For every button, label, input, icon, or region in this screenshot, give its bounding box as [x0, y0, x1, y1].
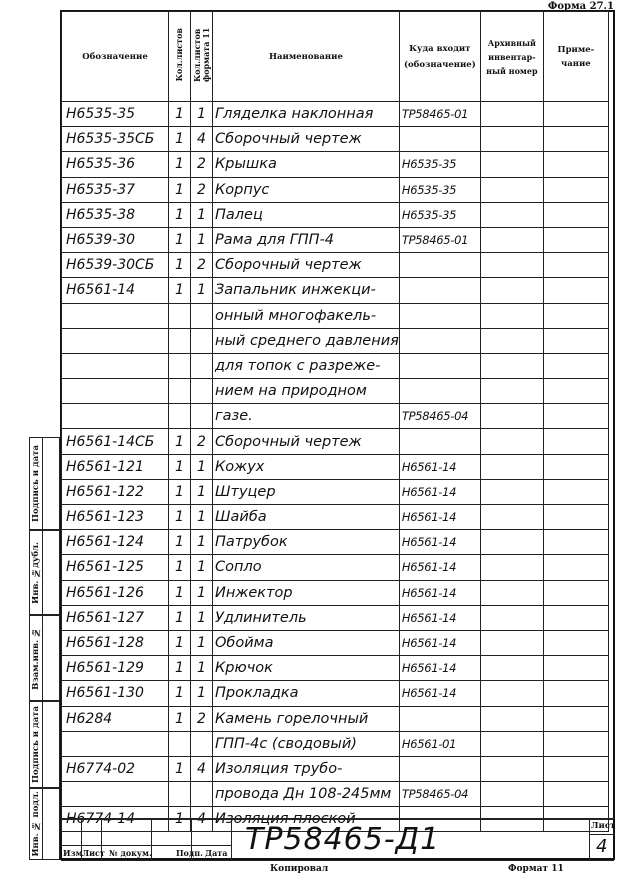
designation-cell — [62, 404, 169, 429]
format-sheets-cell — [191, 731, 213, 756]
note-cell — [543, 328, 608, 353]
name-cell: Рама для ГПП-4 — [213, 227, 400, 252]
table-row — [62, 505, 609, 530]
note-cell — [543, 756, 608, 781]
tb-list: Лист — [82, 848, 105, 858]
sheets-cell: 1 — [169, 278, 191, 303]
note-cell — [543, 681, 608, 706]
sheets-cell — [169, 379, 191, 404]
archive-cell — [480, 379, 543, 404]
archive-cell — [480, 656, 543, 681]
table-row — [62, 555, 609, 580]
note-cell — [543, 202, 608, 227]
archive-cell — [480, 152, 543, 177]
archive-cell — [480, 605, 543, 630]
sheets-cell: 1 — [169, 227, 191, 252]
note-cell — [543, 127, 608, 152]
note-cell — [543, 102, 608, 127]
where-used-cell — [399, 379, 480, 404]
note-cell — [543, 227, 608, 252]
note-cell — [543, 605, 608, 630]
designation-cell — [62, 303, 169, 328]
table-row — [62, 479, 609, 504]
sheets-cell: 1 — [169, 706, 191, 731]
sheets-cell: 1 — [169, 555, 191, 580]
name-cell: провода Дн 108-245мм — [213, 782, 400, 807]
format-sheets-cell: 4 — [191, 756, 213, 781]
name-cell: Сопло — [213, 555, 400, 580]
sheets-cell — [169, 328, 191, 353]
designation-cell: Н6535-37 — [62, 177, 169, 202]
format-sheets-cell: 2 — [191, 253, 213, 278]
format-sheets-cell: 1 — [191, 102, 213, 127]
tb-date: Дата — [205, 848, 228, 858]
sheets-cell: 1 — [169, 479, 191, 504]
sheets-cell — [169, 303, 191, 328]
format-sheets-cell — [191, 379, 213, 404]
sheets-cell: 1 — [169, 530, 191, 555]
name-cell: Удлинитель — [213, 605, 400, 630]
format-sheets-cell: 4 — [191, 127, 213, 152]
table-row — [62, 731, 609, 756]
archive-cell — [480, 328, 543, 353]
where-used-cell: ТР58465-01 — [399, 227, 480, 252]
archive-cell — [480, 253, 543, 278]
designation-cell: Н6561-122 — [62, 479, 169, 504]
sheets-cell: 1 — [169, 253, 191, 278]
name-cell: Камень горелочный — [213, 706, 400, 731]
archive-cell — [480, 756, 543, 781]
header-sheets: Кол.листов — [169, 12, 191, 102]
sheets-cell: 1 — [169, 152, 191, 177]
archive-cell — [480, 227, 543, 252]
table-row — [62, 227, 609, 252]
sheets-cell — [169, 353, 191, 378]
archive-cell — [480, 782, 543, 807]
sheets-cell: 1 — [169, 177, 191, 202]
sheets-cell: 1 — [169, 756, 191, 781]
archive-cell — [480, 630, 543, 655]
archive-cell — [480, 177, 543, 202]
designation-cell: Н6774-02 — [62, 756, 169, 781]
name-cell: Сборочный чертеж — [213, 429, 400, 454]
sheets-cell: 1 — [169, 202, 191, 227]
sheets-cell: 1 — [169, 505, 191, 530]
header-sheets-format: Кол.листов формата 11 — [191, 12, 213, 102]
table-row — [62, 681, 609, 706]
note-cell — [543, 379, 608, 404]
sheets-cell — [169, 731, 191, 756]
name-cell: Инжектор — [213, 580, 400, 605]
format-sheets-cell: 1 — [191, 454, 213, 479]
name-cell: Запальник инжекци- — [213, 278, 400, 303]
archive-cell — [480, 127, 543, 152]
note-cell — [543, 454, 608, 479]
where-used-cell — [399, 706, 480, 731]
strip-value-2 — [43, 530, 60, 615]
format-sheets-cell — [191, 303, 213, 328]
archive-cell — [480, 102, 543, 127]
name-cell: Сборочный чертеж — [213, 127, 400, 152]
document-number: ТР58465-Д1 — [245, 822, 441, 857]
format-sheets-cell — [191, 782, 213, 807]
name-cell: Сборочный чертеж — [213, 253, 400, 278]
archive-cell — [480, 202, 543, 227]
designation-cell: Н6561-123 — [62, 505, 169, 530]
archive-cell — [480, 731, 543, 756]
table-row — [62, 328, 609, 353]
note-cell — [543, 505, 608, 530]
designation-cell: Н6535-36 — [62, 152, 169, 177]
header-archive: Архивный инвентар-ный номер — [480, 12, 543, 102]
sheets-cell: 1 — [169, 580, 191, 605]
note-cell — [543, 706, 608, 731]
format-sheets-cell: 1 — [191, 605, 213, 630]
where-used-cell — [399, 328, 480, 353]
where-used-cell: ТР58465-01 — [399, 102, 480, 127]
note-cell — [543, 731, 608, 756]
format-label: Формат 11 — [508, 864, 564, 874]
where-used-cell: ТР58465-04 — [399, 404, 480, 429]
archive-cell — [480, 404, 543, 429]
note-cell — [543, 152, 608, 177]
where-used-cell — [399, 756, 480, 781]
where-used-cell: Н6561-14 — [399, 479, 480, 504]
table-row — [62, 656, 609, 681]
where-used-cell: Н6561-14 — [399, 555, 480, 580]
format-sheets-cell: 1 — [191, 681, 213, 706]
sheets-cell — [169, 404, 191, 429]
name-cell: газе. — [213, 404, 400, 429]
table-row — [62, 404, 609, 429]
name-cell: Кожух — [213, 454, 400, 479]
designation-cell: Н6535-35СБ — [62, 127, 169, 152]
strip-value-1 — [43, 437, 60, 530]
name-cell: Корпус — [213, 177, 400, 202]
name-cell: Штуцер — [213, 479, 400, 504]
where-used-cell — [399, 353, 480, 378]
name-cell: ГПП-4с (сводовый) — [213, 731, 400, 756]
designation-cell — [62, 782, 169, 807]
sheets-cell: 1 — [169, 102, 191, 127]
specification-table — [61, 11, 609, 832]
archive-cell — [480, 580, 543, 605]
format-sheets-cell: 1 — [191, 479, 213, 504]
where-used-cell — [399, 253, 480, 278]
format-sheets-cell: 2 — [191, 177, 213, 202]
archive-cell — [480, 303, 543, 328]
where-used-cell — [399, 278, 480, 303]
note-cell — [543, 253, 608, 278]
table-row — [62, 102, 609, 127]
tb-izm: Изм — [63, 848, 83, 858]
tb-doc: № докум. — [109, 848, 152, 858]
note-cell — [543, 580, 608, 605]
designation-cell: Н6561-125 — [62, 555, 169, 580]
header-designation: Обозначение — [62, 12, 169, 102]
name-cell: нием на природном — [213, 379, 400, 404]
table-row — [62, 177, 609, 202]
form-label: Форма 27.1 — [547, 1, 614, 12]
sheets-cell: 1 — [169, 656, 191, 681]
where-used-cell: Н6561-14 — [399, 580, 480, 605]
where-used-cell: Н6561-14 — [399, 505, 480, 530]
archive-cell — [480, 429, 543, 454]
designation-cell: Н6284 — [62, 706, 169, 731]
table-row — [62, 379, 609, 404]
note-cell — [543, 177, 608, 202]
archive-cell — [480, 353, 543, 378]
tb-sheet-label: Лист — [591, 821, 616, 831]
designation-cell: Н6561-127 — [62, 605, 169, 630]
format-sheets-cell: 1 — [191, 656, 213, 681]
table-row — [62, 605, 609, 630]
format-sheets-cell: 1 — [191, 580, 213, 605]
name-cell: ный среднего давления — [213, 328, 400, 353]
designation-cell: Н6539-30СБ — [62, 253, 169, 278]
name-cell: онный многофакель- — [213, 303, 400, 328]
table-row — [62, 353, 609, 378]
sheets-cell: 1 — [169, 605, 191, 630]
designation-cell: Н6561-128 — [62, 630, 169, 655]
sheets-cell: 1 — [169, 454, 191, 479]
format-sheets-cell: 2 — [191, 429, 213, 454]
where-used-cell — [399, 429, 480, 454]
table-row — [62, 782, 609, 807]
table-row — [62, 429, 609, 454]
format-sheets-cell: 1 — [191, 505, 213, 530]
side-label-replace-inv: Взам.инв. № — [31, 626, 41, 690]
designation-cell: Н6535-38 — [62, 202, 169, 227]
format-sheets-cell — [191, 404, 213, 429]
note-cell — [543, 530, 608, 555]
where-used-cell: Н6535-35 — [399, 177, 480, 202]
name-cell: Палец — [213, 202, 400, 227]
where-used-cell — [399, 127, 480, 152]
note-cell — [543, 303, 608, 328]
table-row — [62, 630, 609, 655]
table-row — [62, 202, 609, 227]
name-cell: Шайба — [213, 505, 400, 530]
note-cell — [543, 353, 608, 378]
header-name: Наименование — [213, 12, 400, 102]
note-cell — [543, 404, 608, 429]
archive-cell — [480, 706, 543, 731]
archive-cell — [480, 681, 543, 706]
archive-cell — [480, 555, 543, 580]
note-cell — [543, 656, 608, 681]
note-cell — [543, 429, 608, 454]
format-sheets-cell: 1 — [191, 555, 213, 580]
tb-sheet-number: 4 — [596, 836, 608, 857]
designation-cell: Н6561-126 — [62, 580, 169, 605]
format-sheets-cell: 1 — [191, 227, 213, 252]
designation-cell: Н6539-30 — [62, 227, 169, 252]
where-used-cell: Н6561-14 — [399, 605, 480, 630]
table-row — [62, 756, 609, 781]
name-cell: для топок с разреже- — [213, 353, 400, 378]
side-label-sign-date-2: Подпись и дата — [31, 705, 41, 783]
name-cell: Обойма — [213, 630, 400, 655]
where-used-cell: Н6561-01 — [399, 731, 480, 756]
note-cell — [543, 479, 608, 504]
where-used-cell: Н6561-14 — [399, 656, 480, 681]
name-cell: Прокладка — [213, 681, 400, 706]
where-used-cell: Н6561-14 — [399, 681, 480, 706]
sheets-cell — [169, 782, 191, 807]
table-row — [62, 253, 609, 278]
designation-cell: Н6561-121 — [62, 454, 169, 479]
archive-cell — [480, 530, 543, 555]
designation-cell: Н6561-14 — [62, 278, 169, 303]
where-used-cell: ТР58465-04 — [399, 782, 480, 807]
designation-cell — [62, 328, 169, 353]
designation-cell: Н6561-129 — [62, 656, 169, 681]
name-cell: Изоляция трубо- — [213, 756, 400, 781]
copied-label: Копировал — [270, 864, 329, 874]
where-used-cell: Н6561-14 — [399, 454, 480, 479]
format-sheets-cell — [191, 328, 213, 353]
strip-value-4 — [43, 701, 60, 788]
where-used-cell: Н6561-14 — [399, 530, 480, 555]
archive-cell — [480, 278, 543, 303]
designation-cell — [62, 731, 169, 756]
table-row — [62, 278, 609, 303]
table-row — [62, 706, 609, 731]
sheets-cell: 1 — [169, 681, 191, 706]
name-cell: Гляделка наклонная — [213, 102, 400, 127]
format-sheets-cell — [191, 353, 213, 378]
table-header-row — [62, 12, 609, 102]
where-used-cell: Н6535-35 — [399, 152, 480, 177]
name-cell: Крючок — [213, 656, 400, 681]
sheets-cell: 1 — [169, 429, 191, 454]
archive-cell — [480, 454, 543, 479]
format-sheets-cell: 2 — [191, 152, 213, 177]
side-label-orig-inv: Инв. № подл. — [31, 791, 41, 857]
side-label-dup-inv: Инв. №дубл. — [31, 541, 41, 604]
sheets-cell: 1 — [169, 127, 191, 152]
table-row — [62, 127, 609, 152]
table-row — [62, 454, 609, 479]
designation-cell: Н6561-124 — [62, 530, 169, 555]
archive-cell — [480, 505, 543, 530]
table-row — [62, 580, 609, 605]
strip-value-5 — [43, 788, 60, 860]
designation-cell — [62, 379, 169, 404]
tb-sign: Подп. — [176, 848, 203, 858]
side-label-sign-date-1: Подпись и дата — [31, 444, 41, 522]
where-used-cell: Н6561-14 — [399, 630, 480, 655]
note-cell — [543, 782, 608, 807]
format-sheets-cell: 2 — [191, 706, 213, 731]
strip-value-3 — [43, 615, 60, 701]
table-row — [62, 530, 609, 555]
name-cell: Крышка — [213, 152, 400, 177]
where-used-cell: Н6535-35 — [399, 202, 480, 227]
table-row — [62, 152, 609, 177]
where-used-cell — [399, 303, 480, 328]
archive-cell — [480, 479, 543, 504]
designation-cell — [62, 353, 169, 378]
designation-cell: Н6561-130 — [62, 681, 169, 706]
note-cell — [543, 278, 608, 303]
format-sheets-cell: 1 — [191, 202, 213, 227]
format-sheets-cell: 1 — [191, 630, 213, 655]
name-cell: Патрубок — [213, 530, 400, 555]
designation-cell: Н6561-14СБ — [62, 429, 169, 454]
note-cell — [543, 555, 608, 580]
note-cell — [543, 630, 608, 655]
format-sheets-cell: 1 — [191, 530, 213, 555]
header-where-used: Куда входит (обозначение) — [399, 12, 480, 102]
header-note: Приме-чание — [543, 12, 608, 102]
sheets-cell: 1 — [169, 630, 191, 655]
format-sheets-cell: 1 — [191, 278, 213, 303]
table-row — [62, 303, 609, 328]
designation-cell: Н6535-35 — [62, 102, 169, 127]
